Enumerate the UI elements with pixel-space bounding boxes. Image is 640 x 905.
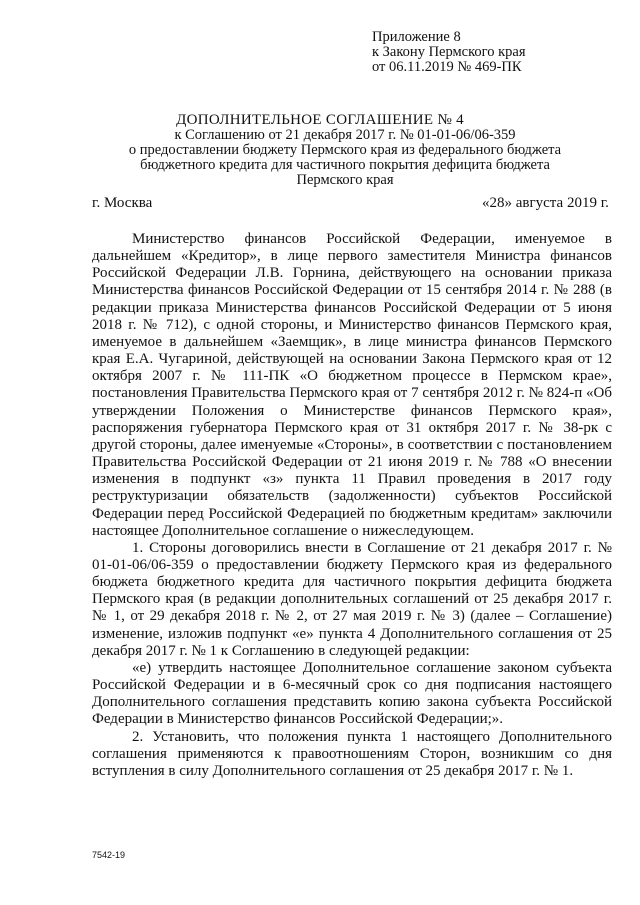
annex-law-ref: к Закону Пермского края	[372, 44, 526, 60]
footer-code: 7542-19	[92, 850, 126, 860]
document-subtitle	[90, 128, 600, 188]
subtitle-line: бюджетного кредита для частичного покрытия дефицита бюджета	[140, 157, 550, 173]
subtitle-line: о предоставлении бюджету Пермского края из федерального бюджета	[128, 142, 562, 158]
annex-header	[372, 30, 526, 75]
subtitle-line: Пермского края	[296, 172, 394, 188]
document-title: ДОПОЛНИТЕЛЬНОЕ СОГЛАШЕНИЕ № 4	[176, 112, 464, 128]
signing-date: «28» августа 2019 г.	[482, 195, 609, 211]
annex-number: Приложение 8	[372, 29, 461, 45]
annex-law-date: от 06.11.2019 № 469-ПК	[372, 59, 522, 75]
paragraph-clause-2: 2. Установить, что положения пункта 1 настоящего Дополнительного соглашения применяются к правоотношениям Сторон, возникшим со дня вступления в силу Дополнительного соглашения от 25 декабря 2017 г. № 1.	[92, 728, 612, 779]
place-of-signing: г. Москва	[92, 195, 153, 211]
subtitle-line: к Соглашению от 21 декабря 2017 г. № 01-01-06/06-359	[174, 127, 516, 143]
agreement-body	[92, 231, 612, 780]
paragraph-clause-1: 1. Стороны договорились внести в Соглашение от 21 декабря 2017 г. № 01-01-06/06-359 о предоставлении бюджету Пермского края из федерального бюджета бюджетного кредита для частичного покрытия дефицита бюджета Пермского края (в редакции дополнительных соглашений от 25 декабря 2017 г. № 1, от 29 декабря 2018 г. № 2, от 27 мая 2019 г. № 3) (далее – Соглашение) изменение, изложив подпункт «е» пункта 4 Дополнительного соглашения от 25 декабря 2017 г. № 1 к Соглашению в следующей редакции:	[92, 539, 612, 659]
paragraph-parties: Министерство финансов Российской Федерации, именуемое в дальнейшем «Кредитор», в лице первого заместителя Министра финансов Российской Федерации Л.В. Горнина, действующего на основании приказа Министерства финансов Российской Федерации от 15 сентября 2014 г. № 288 (в редакции приказа Министерства финансов Российской Федерации от 5 июня 2018 г. № 712), с одной стороны, и Министерство финансов Пермского края, именуемое в дальнейшем «Заемщик», в лице министра финансов Пермского края Е.А. Чугариной, действующей на основании Закона Пермского края от 12 октября 2007 г. № 111-ПК «О бюджетном процессе в Пермском крае», постановления Правительства Пермского края от 7 сентября 2012 г. № 824-п «Об утверждении Положения о Министерстве финансов Пермского края», распоряжения губернатора Пермского края от 31 октября 2017 г. № 38-рк с другой стороны, далее именуемые «Стороны», в соответствии с постановлением Правительства Российской Федерации от 21 июня 2019 г. № 788 «О внесении изменения в подпункт «з» пункта 11 Правил проведения в 2017 году реструктуризации обязательств (задолженности) субъектов Российской Федерации перед Российской Федерацией по бюджетным кредитам» заключили настоящее Дополнительное соглашение о нижеследующем.	[92, 231, 612, 539]
paragraph-clause-1-text: «е) утвердить настоящее Дополнительное соглашение законом субъекта Российской Федерации и в 6-месячный срок со дня подписания настоящего Дополнительного соглашения представить копию закона субъекта Российской Федерации в Министерство финансов Российской Федерации;».	[92, 659, 612, 728]
